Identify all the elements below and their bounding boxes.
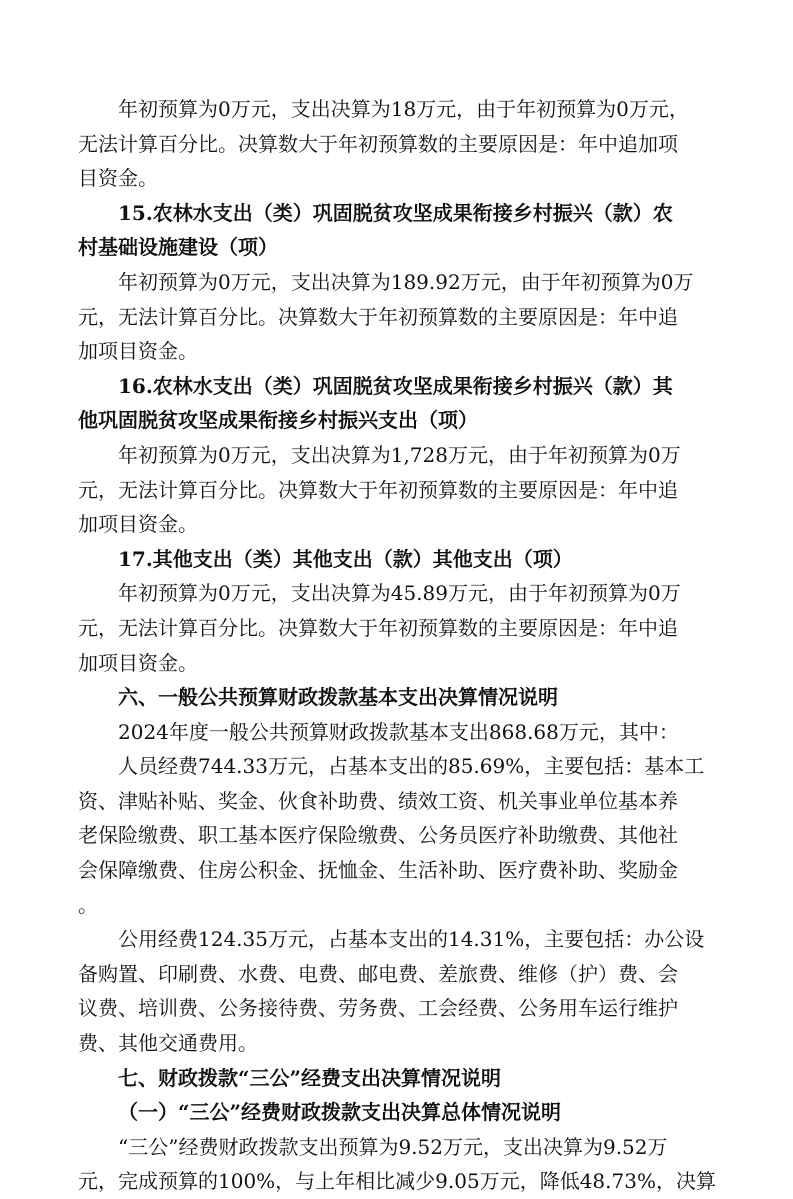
paragraph-line: 年初预算为0万元，支出决算为189.92万元，由于年初预算为0万	[118, 269, 694, 294]
section-heading-16: 16.农林水支出（类）巩固脱贫攻坚成果衔接乡村振兴（款）其	[118, 373, 673, 398]
paragraph-line: 议费、培训费、公务接待费、劳务费、工会经费、公务用车运行维护	[78, 996, 678, 1021]
paragraph-line: 2024年度一般公共预算财政拨款基本支出868.68万元，其中：	[118, 719, 679, 744]
paragraph-line: 元，无法计算百分比。决算数大于年初预算数的主要原因是：年中追	[78, 477, 678, 502]
chapter-heading-7: 七、财政拨款“三公”经费支出决算情况说明	[118, 1065, 502, 1090]
document-body	[78, 92, 718, 1199]
paragraph-line: 公用经费124.35万元，占基本支出的14.31%，主要包括：办公设	[118, 927, 705, 952]
section-heading-15: 15.农林水支出（类）巩固脱贫攻坚成果衔接乡村振兴（款）农	[118, 200, 673, 225]
paragraph-line: 无法计算百分比。决算数大于年初预算数的主要原因是：年中追加项	[78, 131, 678, 156]
paragraph-line: 目资金。	[78, 166, 158, 191]
paragraph-line: 会保障缴费、住房公积金、抚恤金、生活补助、医疗费补助、奖励金	[78, 858, 678, 883]
paragraph-line: 资、津贴补贴、奖金、伙食补助费、绩效工资、机关事业单位基本养	[78, 788, 678, 813]
paragraph-line: 元，无法计算百分比。决算数大于年初预算数的主要原因是：年中追	[78, 304, 678, 329]
paragraph-line: 加项目资金。	[78, 512, 198, 537]
paragraph-line: 老保险缴费、职工基本医疗保险缴费、公务员医疗补助缴费、其他社	[78, 823, 678, 848]
paragraph-line: 加项目资金。	[78, 650, 198, 675]
paragraph-line: 年初预算为0万元，支出决算为1,728万元，由于年初预算为0万	[118, 442, 681, 467]
section-heading-16-cont: 他巩固脱贫攻坚成果衔接乡村振兴支出（项）	[78, 408, 478, 433]
paragraph-line: “三公”经费财政拨款支出预算为9.52万元，支出决算为9.52万	[118, 1134, 668, 1159]
paragraph-line: 元，无法计算百分比。决算数大于年初预算数的主要原因是：年中追	[78, 615, 678, 640]
chapter-heading-6: 六、一般公共预算财政拨款基本支出决算情况说明	[118, 685, 558, 710]
section-heading-15-cont: 村基础设施建设（项）	[78, 235, 278, 260]
paragraph-line: 年初预算为0万元，支出决算为18万元，由于年初预算为0万元，	[118, 97, 689, 121]
paragraph-line: 。	[78, 892, 98, 917]
paragraph-line: 费、其他交通费用。	[78, 1031, 258, 1056]
paragraph-line: 元，完成预算的100%，与上年相比减少9.05万元，降低48.73%，决算	[78, 1169, 716, 1194]
sub-heading-7-1: （一）“三公”经费财政拨款支出决算总体情况说明	[118, 1100, 562, 1125]
paragraph-line: 备购置、印刷费、水费、电费、邮电费、差旅费、维修（护）费、会	[78, 961, 678, 986]
paragraph-line: 人员经费744.33万元，占基本支出的85.69%，主要包括：基本工	[118, 754, 705, 779]
paragraph-line: 年初预算为0万元，支出决算为45.89万元，由于年初预算为0万	[118, 581, 681, 606]
paragraph-line: 加项目资金。	[78, 339, 198, 364]
section-heading-17: 17.其他支出（类）其他支出（款）其他支出（项）	[118, 546, 573, 571]
